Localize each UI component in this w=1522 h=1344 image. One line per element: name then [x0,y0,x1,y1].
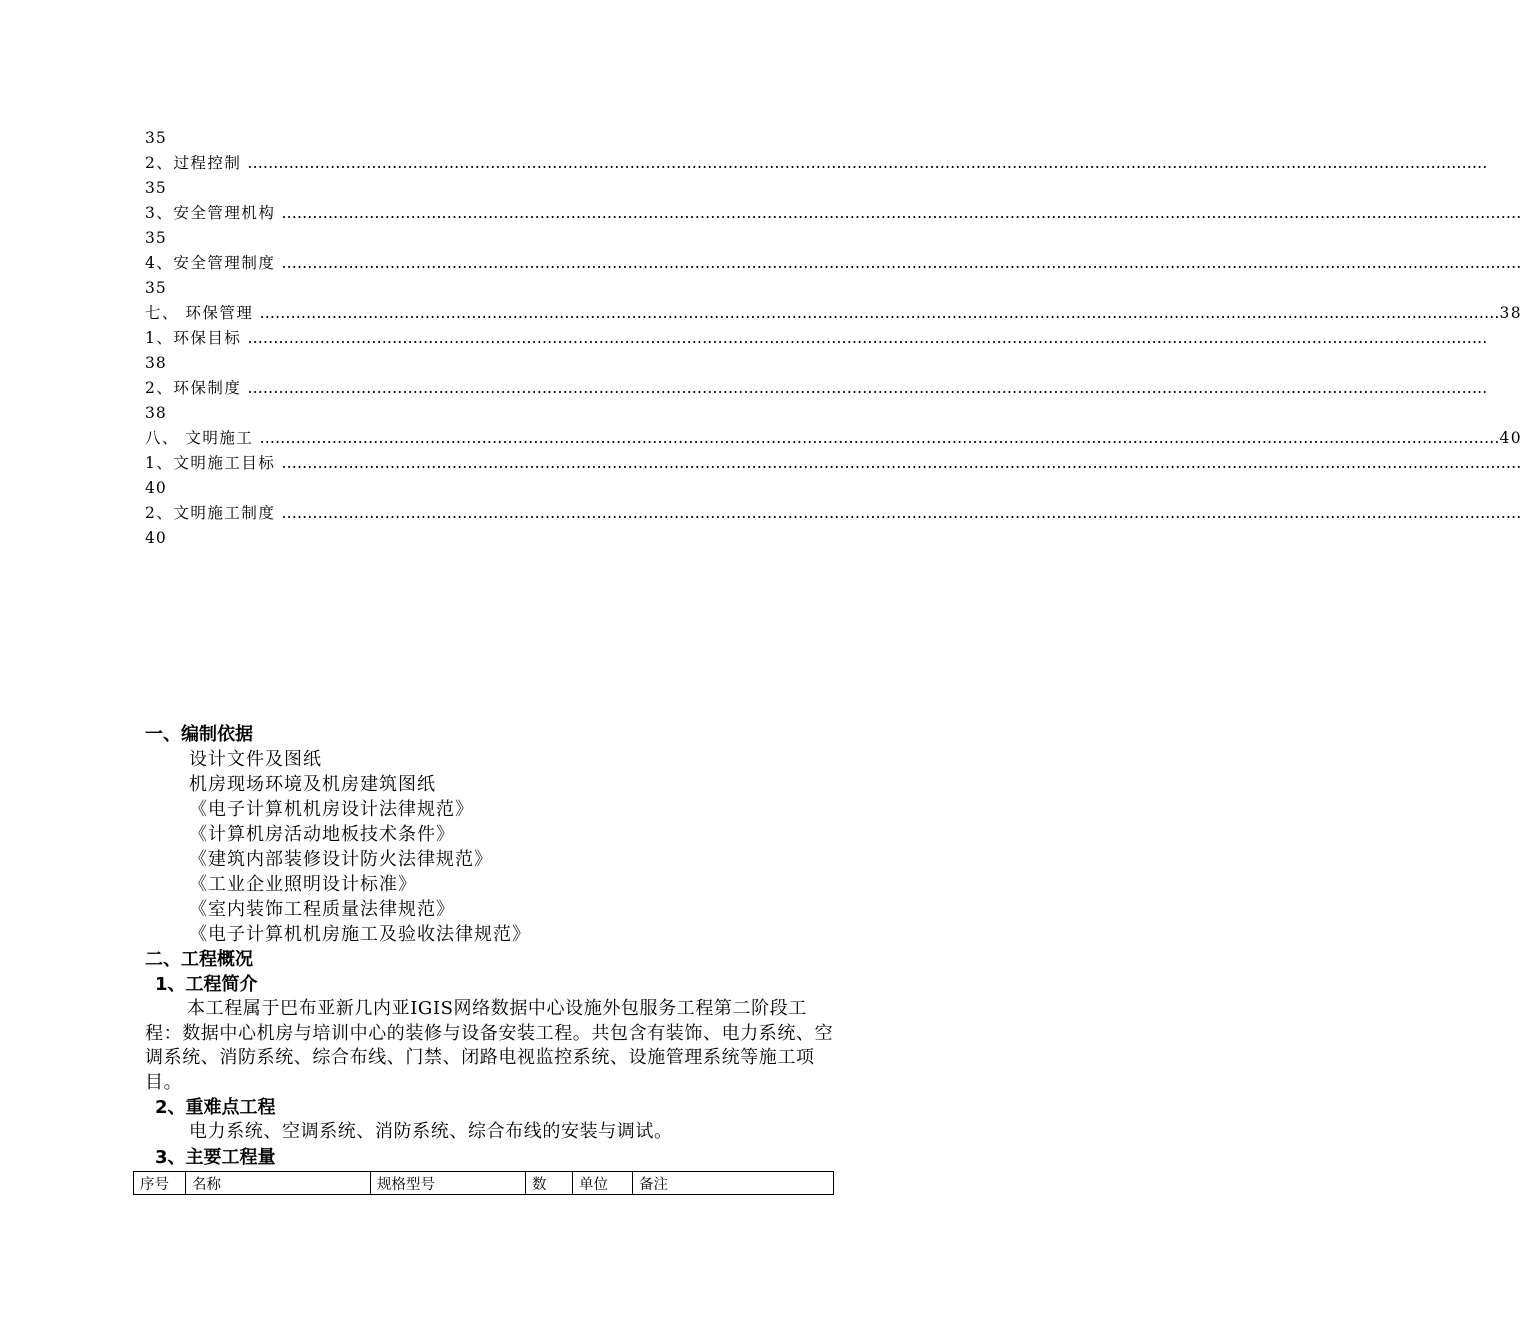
basis-item: 机房现场环境及机房建筑图纸 [189,774,436,795]
toc-page-number: 40 [145,479,167,497]
toc-entry [145,201,1522,226]
basis-item: 《室内装饰工程质量法律规范》 [189,899,455,920]
toc-entry-label: 3、安全管理机构 [145,204,276,222]
quantities-table [133,1171,834,1195]
basis-item: 《计算机房活动地板技术条件》 [189,824,455,845]
toc-page-number: 35 [145,179,167,197]
basis-item: 《建筑内部装修设计防火法律规范》 [189,849,493,870]
toc-entry-label: 4、安全管理制度 [145,254,276,272]
toc-entry [145,251,1522,276]
toc-entry [145,151,1488,176]
toc-leader-dots: …………………………………………………………………………………………………………………………………………………………………………………………………………………… [247,154,1488,172]
basis-list [145,747,835,947]
toc-leader-dots: …………………………………………………………………………………………………………………………………………………………………………………………………………………… [259,429,1500,447]
toc-leader-dots: …………………………………………………………………………………………………………………………………………………………………………………………………………………… [259,304,1500,322]
col-header-index: 序号 [134,1172,186,1195]
toc-leader-dots: …………………………………………………………………………………………………………………………………………………………………………………………………………………… [281,254,1522,272]
section-heading-basis: 一、编制依据 [145,724,253,745]
subsection-heading-key-works: 2、重难点工程 [155,1097,276,1118]
toc-entry-label: 八、 文明施工 [145,429,254,447]
subsection-heading-intro: 1、工程简介 [155,974,258,995]
col-header-name: 名称 [186,1172,371,1195]
toc-entry [145,376,1488,401]
key-works-paragraph: 电力系统、空调系统、消防系统、综合布线的安装与调试。 [189,1121,673,1142]
toc-page-number: 35 [145,229,167,247]
col-header-unit: 单位 [573,1172,633,1195]
toc-entry [145,501,1522,526]
toc-entry-label: 2、过程控制 [145,154,242,172]
table-header-row [134,1172,834,1195]
col-header-remark: 备注 [633,1172,834,1195]
toc-page-number: 35 [145,129,167,147]
basis-item: 《电子计算机机房设计法律规范》 [189,799,474,820]
toc-entry-label: 七、 环保管理 [145,304,254,322]
toc-page-number: 38 [145,404,167,422]
col-header-spec: 规格型号 [371,1172,526,1195]
toc-entry-label: 1、环保目标 [145,329,242,347]
toc-leader-dots: …………………………………………………………………………………………………………………………………………………………………………………………………………………… [247,329,1488,347]
toc-leader-dots: …………………………………………………………………………………………………………………………………………………………………………………………………………………… [281,204,1522,222]
toc-page-number: 35 [145,279,167,297]
basis-item: 《工业企业照明设计标准》 [189,874,417,895]
toc-entry [145,426,1522,451]
toc-entry-page: 38 [1499,304,1522,322]
toc-leader-dots: …………………………………………………………………………………………………………………………………………………………………………………………………………………… [281,504,1522,522]
toc-leader-dots: …………………………………………………………………………………………………………………………………………………………………………………………………………………… [247,379,1488,397]
intro-paragraph: 本工程属于巴布亚新几内亚IGIS网络数据中心设施外包服务工程第二阶段工程：数据中心机房与培训中心的装修与设备安装工程。共包含有装饰、电力系统、空调系统、消防系统、综合布线、门禁、闭路电视监控系统、设施管理系统等施工项目。 [145,998,834,1093]
toc-entry-label: 2、环保制度 [145,379,242,397]
toc-page-number: 40 [145,529,167,547]
col-header-qty: 数 [526,1172,573,1195]
subsection-heading-quantities: 3、主要工程量 [155,1146,276,1168]
section-heading-overview: 二、工程概况 [145,949,253,970]
basis-item: 《电子计算机机房施工及验收法律规范》 [189,924,531,945]
toc-entry [145,301,1522,326]
toc-entry-label: 2、文明施工制度 [145,504,276,522]
toc-entry-label: 1、文明施工目标 [145,454,276,472]
toc-entry [145,451,1522,476]
toc-entry [145,326,1488,351]
toc-page-number: 38 [145,354,167,372]
table-of-contents [145,126,1522,551]
document-body [145,722,835,1170]
basis-item: 设计文件及图纸 [189,749,322,770]
toc-entry-page: 40 [1499,429,1522,447]
toc-leader-dots: …………………………………………………………………………………………………………………………………………………………………………………………………………………… [281,454,1522,472]
